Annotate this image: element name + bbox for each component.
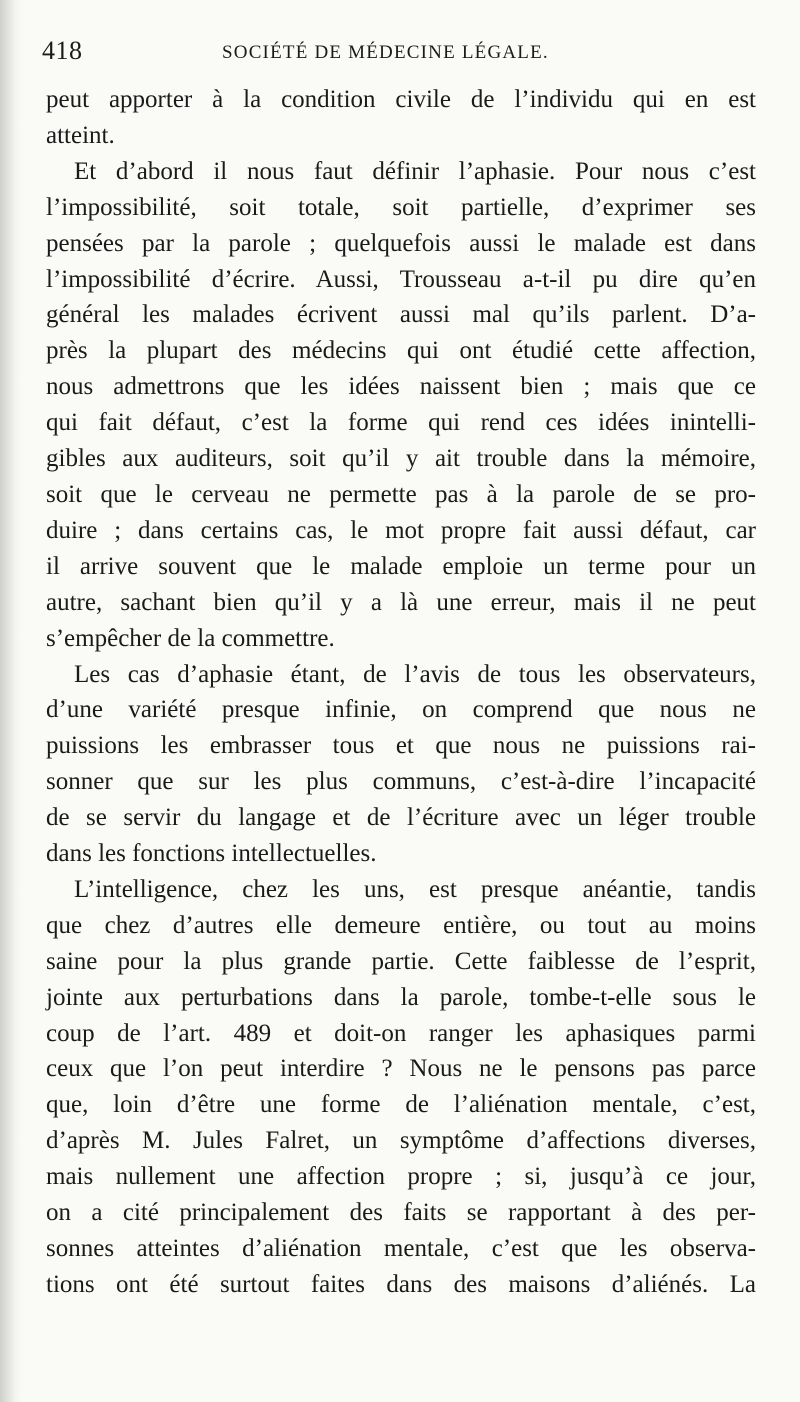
text-line: d’après M. Jules Falret, un symptôme d’affections diverses,: [46, 1127, 756, 1155]
text-line: ceux que l’on peut interdire ? Nous ne le pensons pas parce: [46, 1055, 756, 1083]
running-head: SOCIÉTÉ DE MÉDECINE LÉGALE.: [222, 42, 549, 63]
text-line: nous admettrons que les idées naissent bien ; mais que ce: [46, 373, 756, 401]
text-line: sonner que sur les plus communs, c’est-à-dire l’incapacité: [46, 768, 756, 796]
page-header: [42, 36, 757, 72]
text-line: dans les fonctions intellectuelles.: [46, 840, 377, 868]
text-line: s’empêcher de la commettre.: [46, 624, 335, 652]
text-line: peut apporter à la condition civile de l’individu qui en est: [46, 86, 756, 113]
text-line: atteint.: [46, 121, 115, 149]
text-line: Et d’abord il nous faut définir l’aphasie. Pour nous c’est: [74, 157, 756, 185]
text-line: soit que le cerveau ne permette pas à la parole de se pro-: [46, 480, 756, 508]
text-line: gibles aux auditeurs, soit qu’il y ait trouble dans la mémoire,: [46, 445, 756, 473]
text-line: d’une variété presque infinie, on comprend que nous ne: [46, 696, 756, 724]
text-line: mais nullement une affection propre ; si, jusqu’à ce jour,: [46, 1163, 756, 1191]
text-line: l’impossibilité d’écrire. Aussi, Trousseau a-t-il pu dire qu’en: [46, 265, 756, 293]
text-line: pensées par la parole ; quelquefois aussi le malade est dans: [46, 229, 756, 257]
show-through-ghost: [90, 1312, 750, 1342]
text-line: saine pour la plus grande partie. Cette faiblesse de l’esprit,: [46, 947, 756, 975]
page-gutter-shadow: [0, 0, 22, 1402]
text-line: général les malades écrivent aussi mal qu’ils parlent. D’a-: [46, 301, 756, 329]
text-line: duire ; dans certains cas, le mot propre fait aussi défaut, car: [46, 516, 756, 544]
text-line: il arrive souvent que le malade emploie un terme pour un: [46, 552, 756, 580]
text-line: que chez d’autres elle demeure entière, ou tout au moins: [46, 911, 756, 939]
page-number: 418: [42, 36, 83, 65]
text-line: l’impossibilité, soit totale, soit partielle, d’exprimer ses: [46, 193, 756, 221]
body-text: [46, 82, 756, 1303]
text-line: de se servir du langage et de l’écriture avec un léger trouble: [46, 804, 756, 832]
text-line: on a cité principalement des faits se rapportant à des per-: [46, 1199, 756, 1227]
text-line: près la plupart des médecins qui ont étudié cette affection,: [46, 337, 756, 365]
text-line: L’intelligence, chez les uns, est presque anéantie, tandis: [74, 875, 756, 903]
text-line: puissions les embrasser tous et que nous ne puissions rai-: [46, 732, 756, 760]
text-line: jointe aux perturbations dans la parole, tombe-t-elle sous le: [46, 983, 756, 1011]
text-line: autre, sachant bien qu’il y a là une erreur, mais il ne peut: [46, 588, 756, 616]
text-line: sonnes atteintes d’aliénation mentale, c’est que les observa-: [46, 1235, 756, 1262]
text-line: qui fait défaut, c’est la forme qui rend ces idées inintelli-: [46, 409, 756, 437]
text-line: que, loin d’être une forme de l’aliénation mentale, c’est,: [46, 1091, 756, 1119]
text-line: coup de l’art. 489 et doit-on ranger les aphasiques parmi: [46, 1019, 756, 1047]
text-line: tions ont été surtout faites dans des maisons d’aliénés. La: [46, 1270, 756, 1298]
text-line: Les cas d’aphasie étant, de l’avis de tous les observateurs,: [74, 660, 756, 688]
